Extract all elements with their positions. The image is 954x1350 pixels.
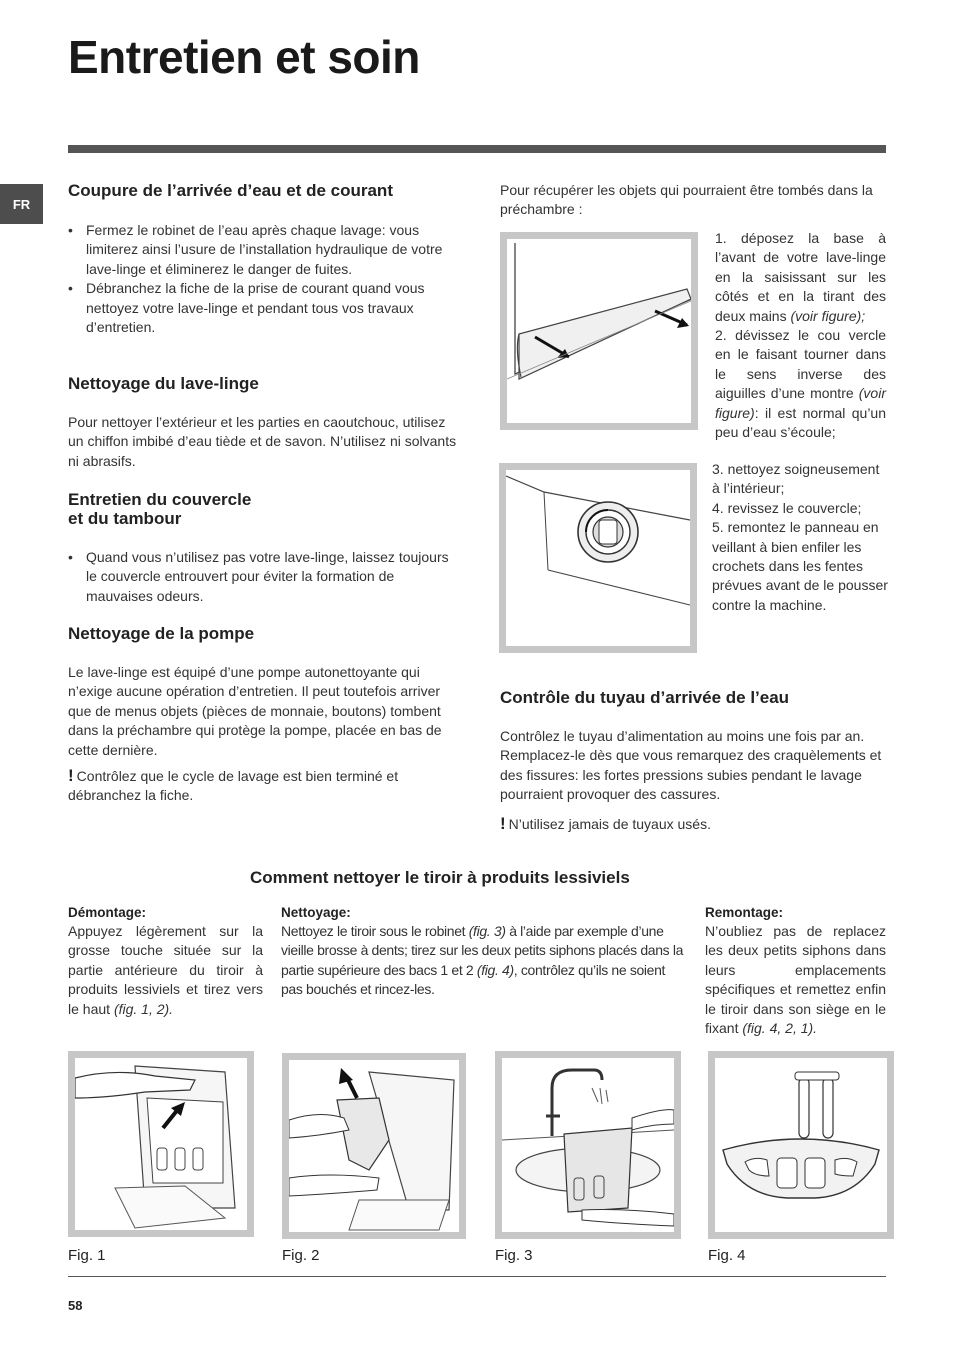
col-text: Nettoyez le tiroir sous le robinet (fig. 3) à l’aide par exemple d’une vieille brosse à dents; tirez sur les deux petits siphons placés dans la partie supérieure des bacs 1 et 2 (fig. 4), contrôlez qu’ils ne soient pas bouchés et rincez-les. bbox=[281, 923, 684, 998]
col-text: N’oubliez pas de replacez les deux petits siphons dans leurs emplacements spécifiques et remettez enfin le tiroir dans son siège en le fixant (fig. 4, 2, 1). bbox=[705, 923, 886, 1037]
fig-3-illustration bbox=[502, 1058, 674, 1232]
section-heading-line2: et du tambour bbox=[68, 509, 182, 528]
step-1: 1. déposez la base à l’avant de votre lave-linge en la saisissant sur les côtés et en la tirant des deux mains bbox=[715, 230, 886, 324]
col-title: Remontage: bbox=[705, 905, 784, 920]
section-heading: Nettoyage du lave-linge bbox=[68, 374, 259, 393]
col-reassemble bbox=[705, 903, 886, 1038]
col-cleaning bbox=[281, 903, 688, 1000]
section-water-power bbox=[68, 181, 458, 337]
fig-2-frame bbox=[282, 1053, 466, 1239]
section-cleaning bbox=[68, 374, 458, 471]
fig-2-illustration bbox=[289, 1060, 459, 1232]
pump-cover-figure bbox=[499, 463, 697, 653]
col-text: Appuyez légèrement sur la grosse touche située sur la partie antérieure du tiroir à produits lessiviels et tirez vers le haut (fig. 1, 2). bbox=[68, 923, 263, 1017]
warning-icon: ! bbox=[68, 766, 74, 786]
pump-cover-illustration bbox=[506, 470, 690, 646]
section-lid-drum bbox=[68, 490, 458, 606]
drawer-heading: Comment nettoyer le tiroir à produits lessiviels bbox=[250, 868, 630, 887]
fig-4-illustration bbox=[715, 1058, 887, 1232]
fig-1-illustration bbox=[75, 1058, 247, 1230]
section-heading: Contrôle du tuyau d’arrivée de l’eau bbox=[500, 688, 790, 707]
list-item: • Quand vous n’utilisez pas votre lave-linge, laissez toujours le couvercle entrouvert pour éviter la formation de mauvaises odeurs. bbox=[68, 548, 458, 606]
step-2: 2. dévissez le cou vercle en le faisant tourner dans le sens inverse des aiguilles d’une montre bbox=[715, 327, 886, 402]
steps-a: 1. déposez la base à l’avant de votre lave-linge en la saisissant sur les côtés et en la tirant des deux mains (voir figure); 2. dévissez le cou vercle en le faisant tourner dans le sens inverse des aiguilles d’une montre (voir figure): il est normal qu’un peu d’eau s’écoule; bbox=[715, 230, 886, 441]
step-4: 4. revissez le couvercle; bbox=[712, 499, 862, 516]
paragraph: Contrôlez le tuyau d’alimentation au moins une fois par an. Remplacez-le dès que vous remarquez des craquèlements et des fissures: les fortes pressions subies pendant le lavage pourraient provoquer des cassures. bbox=[500, 728, 882, 803]
fig-4-frame bbox=[708, 1051, 894, 1239]
section-pump bbox=[68, 624, 458, 806]
bullet-list bbox=[68, 221, 458, 337]
bullet-list bbox=[68, 548, 458, 606]
fig-1-frame bbox=[68, 1051, 254, 1237]
warning-note: ! Contrôlez que le cycle de lavage est bien terminé et débranchez la fiche. bbox=[68, 766, 399, 804]
paragraph: Pour nettoyer l’extérieur et les parties en caoutchouc, utilisez un chiffon imbibé d’eau tiède et de savon. N’utilisez ni solvants ni abrasifs. bbox=[68, 414, 457, 469]
base-panel-illustration bbox=[507, 239, 691, 423]
step-3: 3. nettoyez soigneusement à l’intérieur; bbox=[712, 461, 880, 497]
section-hose bbox=[500, 688, 886, 834]
col-title: Nettoyage: bbox=[281, 905, 351, 920]
paragraph: Le lave-linge est équipé d’une pompe autonettoyante qui n’exige aucune opération d’entretien. Il peut toutefois arriver que de menus objets (pièces de monnaie, boutons) tombent dans la préchambre qui protège la pompe, placée en bas de cette dernière. bbox=[68, 664, 442, 758]
list-item: • Débranchez la fiche de la prise de courant quand vous nettoyez votre lave-linge et pendant tous vos travaux d’entretien. bbox=[68, 279, 458, 337]
intro-paragraph: Pour récupérer les objets qui pourraient être tombés dans la préchambre : bbox=[500, 182, 873, 218]
page-title: Entretien et soin bbox=[68, 31, 420, 83]
language-tab: FR bbox=[0, 184, 43, 224]
title-rule bbox=[68, 145, 886, 153]
warning-note: ! N’utilisez jamais de tuyaux usés. bbox=[500, 813, 711, 833]
col-dismantle bbox=[68, 903, 263, 1019]
section-heading: Coupure de l’arrivée d’eau et de courant bbox=[68, 181, 393, 200]
fig-1-caption: Fig. 1 bbox=[68, 1247, 106, 1264]
fig-3-caption: Fig. 3 bbox=[495, 1247, 533, 1264]
warning-icon: ! bbox=[500, 813, 506, 833]
fig-4-caption: Fig. 4 bbox=[708, 1247, 746, 1264]
section-heading: Nettoyage de la pompe bbox=[68, 624, 255, 643]
footer-rule bbox=[68, 1276, 886, 1277]
steps-b bbox=[712, 460, 888, 615]
page-number: 58 bbox=[68, 1298, 83, 1313]
fig-3-frame bbox=[495, 1051, 681, 1239]
section-heading-line1: Entretien du couvercle bbox=[68, 490, 252, 509]
base-panel-figure bbox=[500, 232, 698, 430]
step-5: 5. remontez le panneau en veillant à bien enfiler les crochets dans les fentes prévues avant de le pousser contre la machine. bbox=[712, 519, 888, 613]
list-item: • Fermez le robinet de l’eau après chaque lavage: vous limiterez ainsi l’usure de l’installation hydraulique de votre lave-linge et éliminerez le danger de fuites. bbox=[68, 221, 458, 279]
col-title: Démontage: bbox=[68, 905, 147, 920]
fig-2-caption: Fig. 2 bbox=[282, 1247, 320, 1264]
